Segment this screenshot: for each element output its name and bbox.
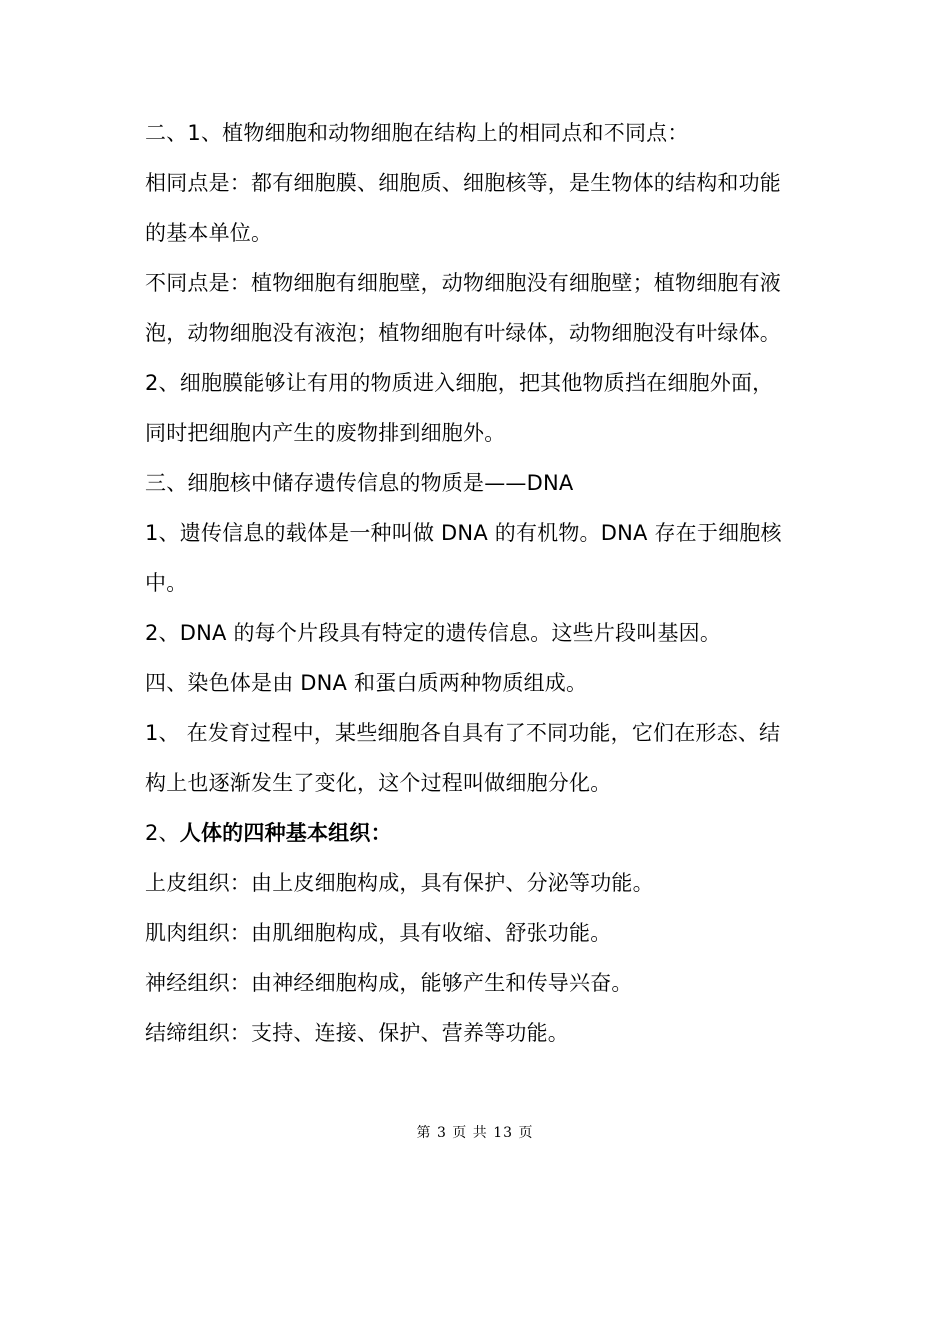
text-line: 构上也逐渐发生了变化，这个过程叫做细胞分化。 [145,771,612,795]
text-line: 2、DNA 的每个片段具有特定的遗传信息。这些片段叫基因。 [145,621,722,645]
text-line: 2、细胞膜能够让有用的物质进入细胞，把其他物质挡在细胞外面， [145,371,774,395]
tissue-heading-bold: 人体的四种基本组织： [179,821,392,845]
text-line: 1、遗传信息的载体是一种叫做 DNA 的有机物。DNA 存在于细胞核 [145,521,782,545]
section-heading: 三、细胞核中储存遗传信息的物质是——DNA [145,471,574,495]
tissue-line-connective: 结缔组织：支持、连接、保护、营养等功能。 [145,1021,569,1045]
text-line: 泡，动物细胞没有液泡；植物细胞有叶绿体，动物细胞没有叶绿体。 [145,321,781,345]
text-line: 的基本单位。 [145,221,273,245]
tissue-line-epithelial: 上皮组织：由上皮细胞构成，具有保护、分泌等功能。 [145,871,654,895]
page-number-footer: 第 3 页 共 13 页 [416,1125,534,1141]
text-line: 二、1、植物细胞和动物细胞在结构上的相同点和不同点： [145,121,689,145]
text-line: 中。 [145,571,188,595]
section-heading: 四、染色体是由 DNA 和蛋白质两种物质组成。 [145,671,588,695]
page-body [145,108,810,1058]
tissue-line-muscle: 肌肉组织：由肌细胞构成，具有收缩、舒张功能。 [145,921,612,945]
text-line: 不同点是：植物细胞有细胞壁，动物细胞没有细胞壁；植物细胞有液 [145,271,781,295]
tissue-line-nerve: 神经组织：由神经细胞构成，能够产生和传导兴奋。 [145,971,633,995]
tissue-heading [145,808,810,858]
text-line: 相同点是：都有细胞膜、细胞质、细胞核等，是生物体的结构和功能 [145,171,781,195]
text-line: 同时把细胞内产生的废物排到细胞外。 [145,421,506,445]
text-line: 1、 在发育过程中，某些细胞各自具有了不同功能，它们在形态、结 [145,721,781,745]
tissue-heading-prefix: 2、 [145,821,180,845]
